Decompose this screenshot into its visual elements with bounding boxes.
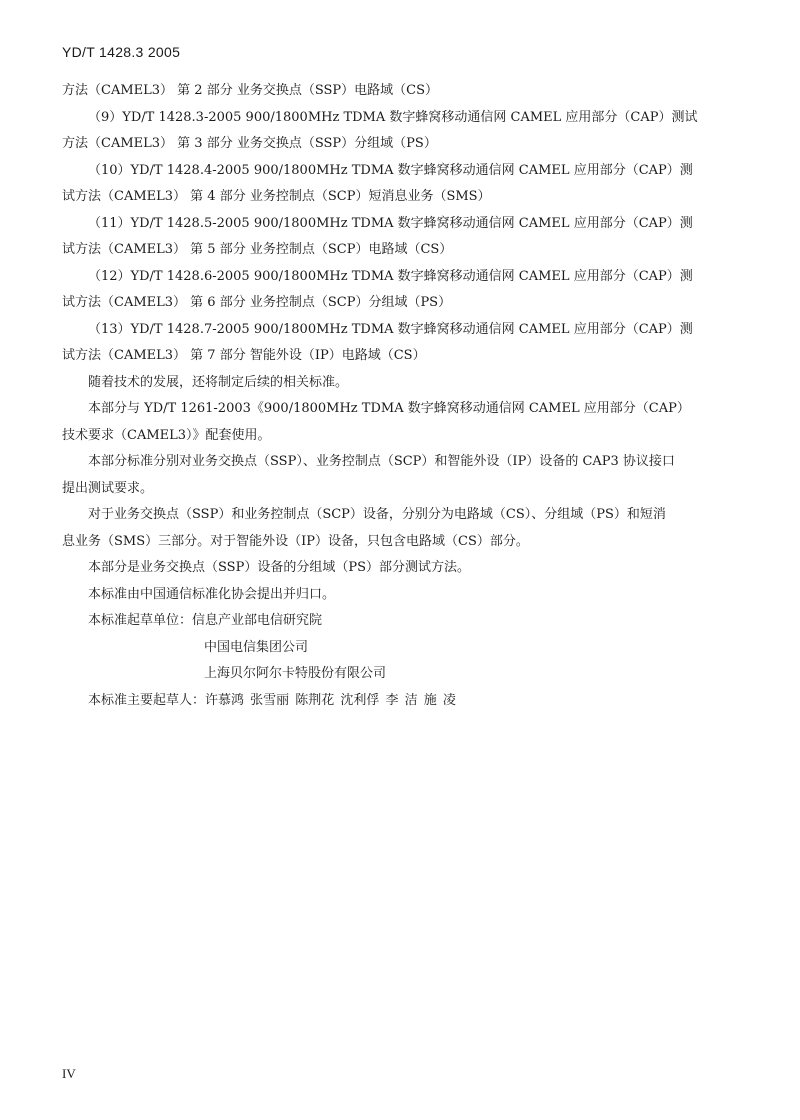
foreword-body <box>62 78 742 714</box>
text-line: 对于业务交换点（SSP）和业务控制点（SCP）设备，分别分为电路域（CS）、分组域（PS）和短消 <box>88 507 666 522</box>
drafting-org-line: 上海贝尔阿尔卡特股份有限公司 <box>204 666 387 681</box>
drafters-line: 本标准主要起草人：许慕鸿 张雪丽 陈荆花 沈利俘 李 洁 施 凌 <box>88 692 456 708</box>
text-line: 试方法（CAMEL3） 第 6 部分 业务控制点（SCP）分组域（PS） <box>62 295 452 310</box>
text-line: （12）YD/T 1428.6-2005 900/1800MHz TDMA 数字蜂窝移动通信网 CAMEL 应用部分（CAP）测 <box>88 268 693 284</box>
text-line: 技术要求（CAMEL3）》配套使用。 <box>62 427 271 443</box>
text-line: 本标准由中国通信标准化协会提出并归口。 <box>88 586 336 602</box>
text-line: 试方法（CAMEL3） 第 5 部分 业务控制点（SCP）电路域（CS） <box>62 242 453 257</box>
text-line: 息业务（SMS）三部分。对于智能外设（IP）设备，只包含电路域（CS）部分。 <box>62 533 529 549</box>
text-line: 随着技术的发展，还将制定后续的相关标准。 <box>88 374 349 390</box>
text-line: 提出测试要求。 <box>62 480 154 496</box>
text-line: 本部分与 YD/T 1261-2003《900/1800MHz TDMA 数字蜂窝移动通信网 CAMEL 应用部分（CAP） <box>88 401 690 416</box>
text-line: 方法（CAMEL3） 第 3 部分 业务交换点（SSP）分组域（PS） <box>62 136 437 151</box>
page-number: IV <box>62 1066 76 1081</box>
text-line: 试方法（CAMEL3） 第 4 部分 业务控制点（SCP）短消息业务（SMS） <box>62 189 491 204</box>
text-line: （11）YD/T 1428.5-2005 900/1800MHz TDMA 数字蜂窝移动通信网 CAMEL 应用部分（CAP）测 <box>88 215 693 231</box>
drafting-org-line: 中国电信集团公司 <box>204 639 309 655</box>
text-line: （9）YD/T 1428.3-2005 900/1800MHz TDMA 数字蜂窝移动通信网 CAMEL 应用部分（CAP）测试 <box>88 109 698 125</box>
text-line: 本部分是业务交换点（SSP）设备的分组域（PS）部分测试方法。 <box>88 560 470 575</box>
text-line: （13）YD/T 1428.7-2005 900/1800MHz TDMA 数字蜂窝移动通信网 CAMEL 应用部分（CAP）测 <box>88 321 693 337</box>
text-line: （10）YD/T 1428.4-2005 900/1800MHz TDMA 数字蜂窝移动通信网 CAMEL 应用部分（CAP）测 <box>88 162 693 178</box>
text-line: 本部分标准分别对业务交换点（SSP）、业务控制点（SCP）和智能外设（IP）设备的 CAP3 协议接口 <box>88 454 675 469</box>
text-line: 试方法（CAMEL3） 第 7 部分 智能外设（IP）电路域（CS） <box>62 348 426 363</box>
standard-code-header: YD/T 1428.3 2005 <box>62 44 181 60</box>
text-line: 方法（CAMEL3） 第 2 部分 业务交换点（SSP）电路域（CS） <box>62 83 439 98</box>
drafting-org-line: 本标准起草单位：信息产业部电信研究院 <box>88 613 323 628</box>
